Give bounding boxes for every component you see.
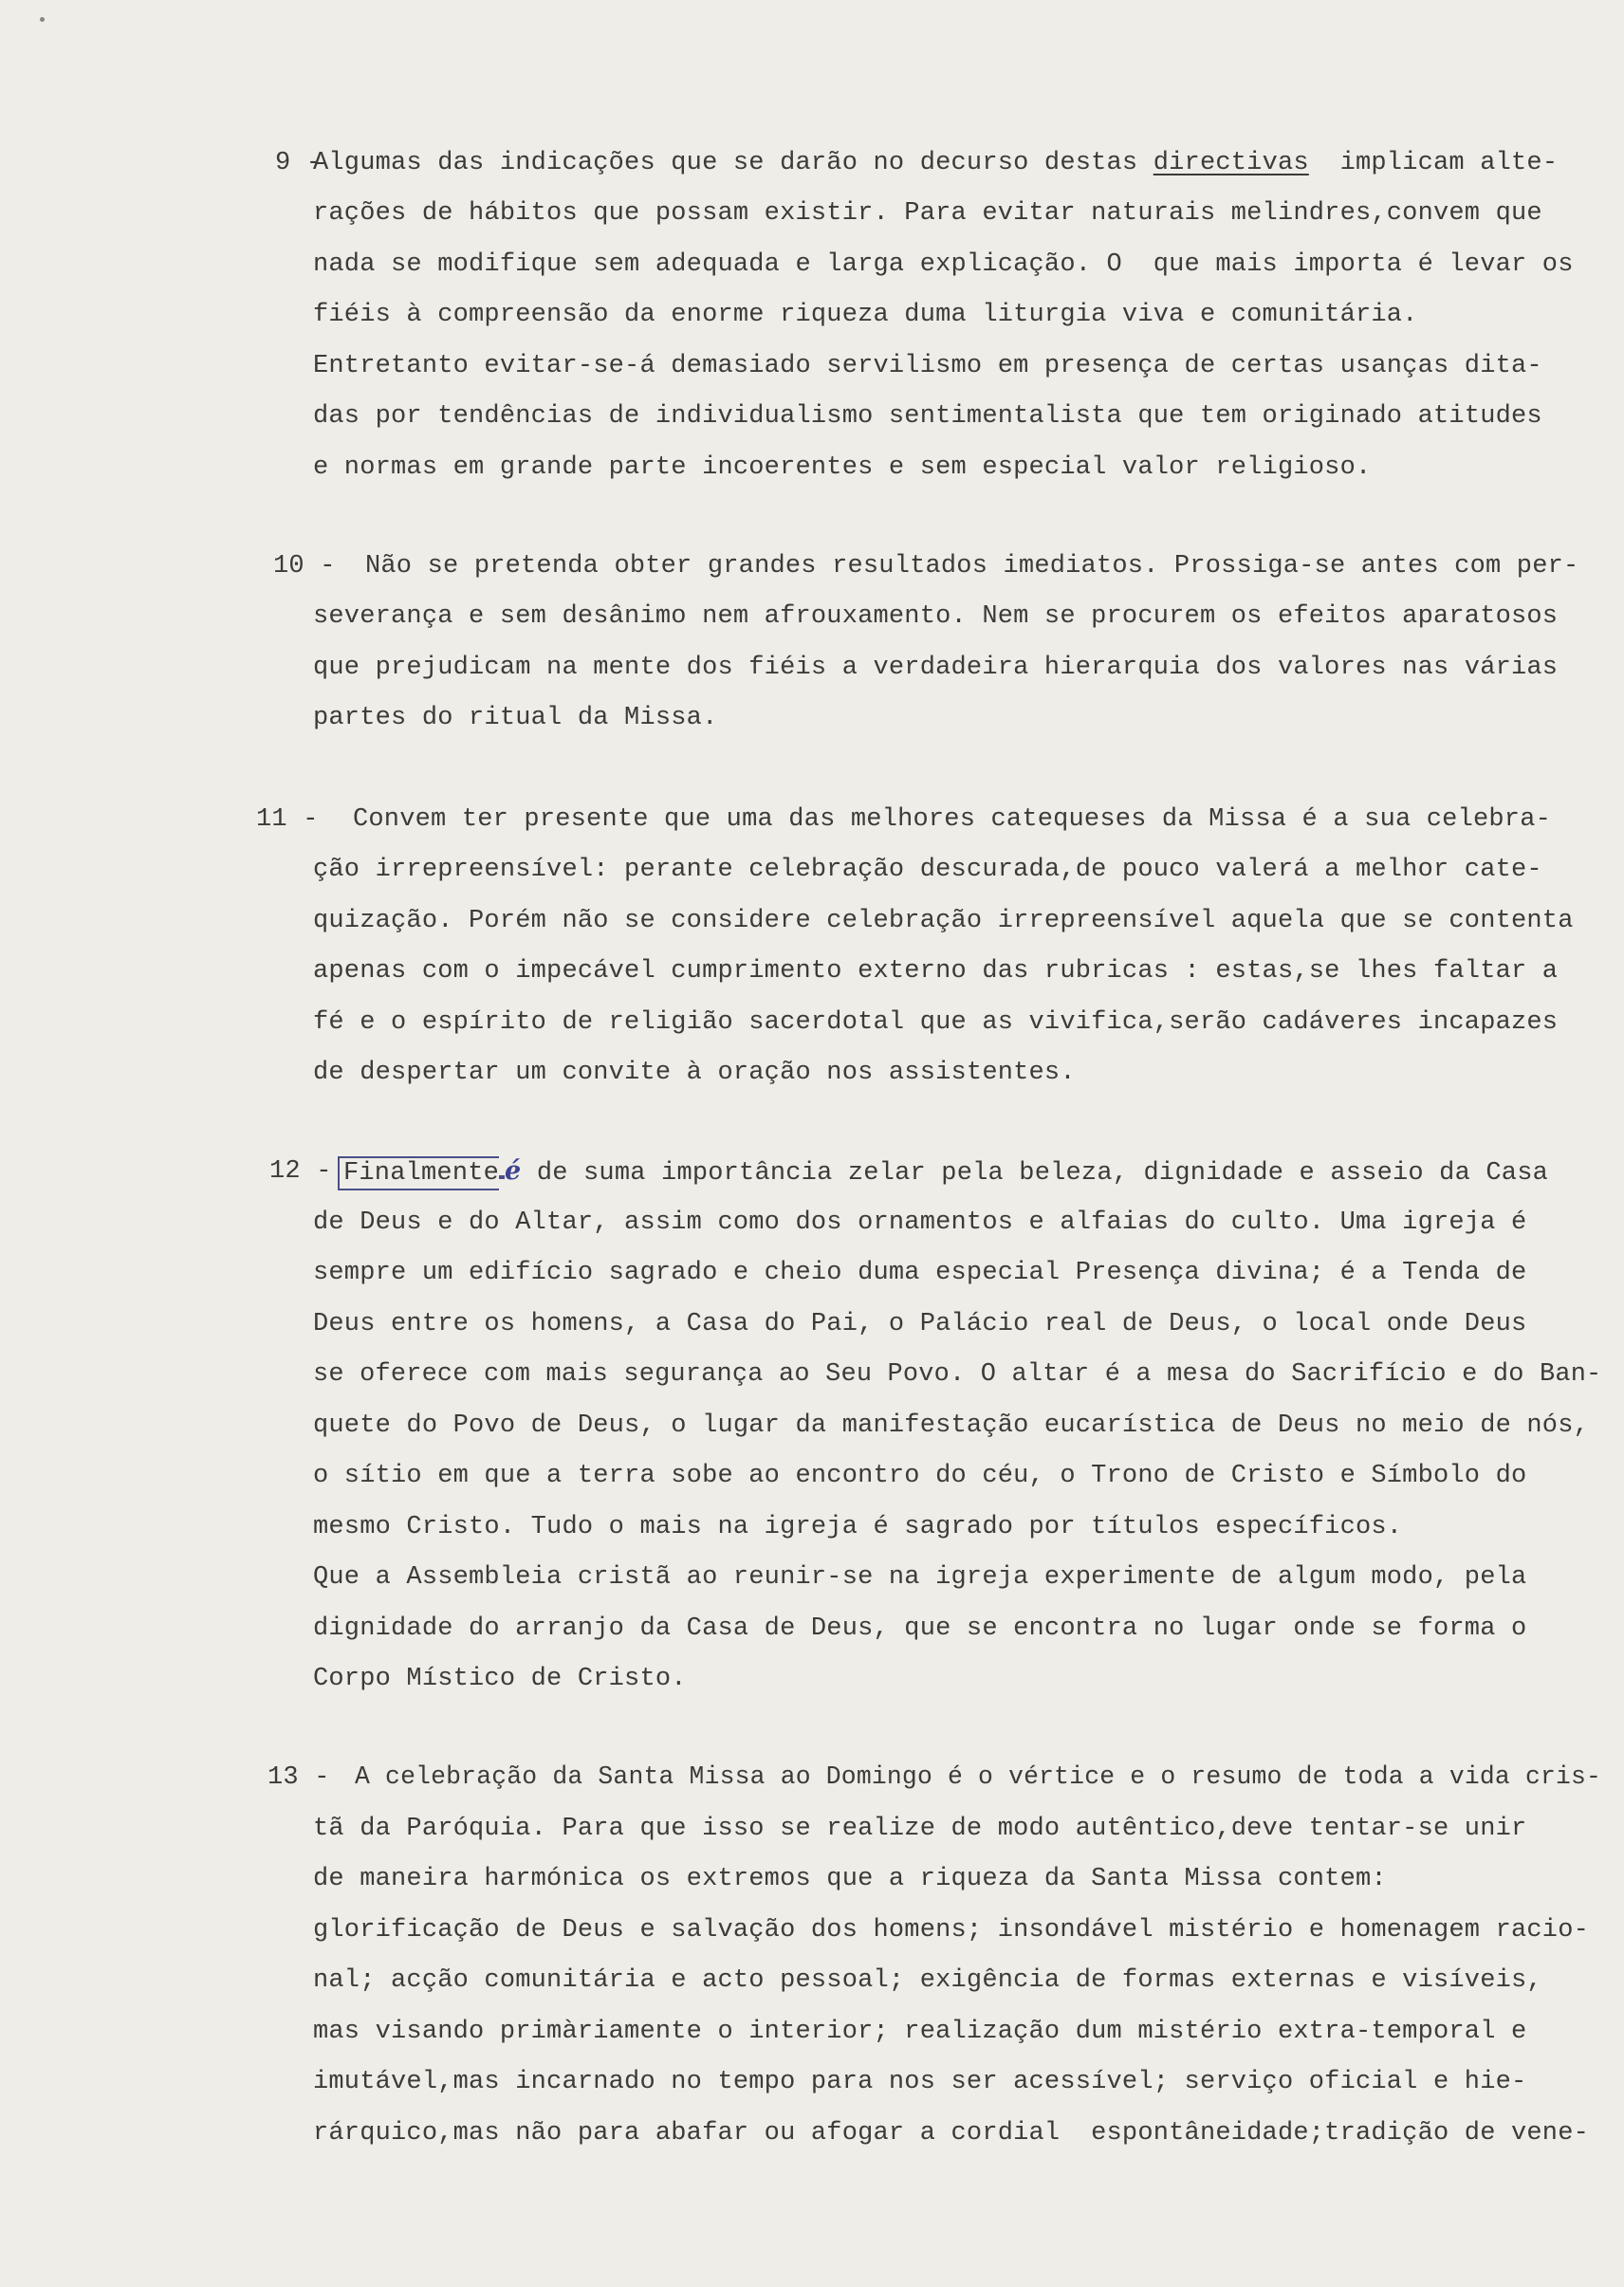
text-line: Corpo Místico de Cristo. (313, 1665, 687, 1693)
text-line: rações de hábitos que possam existir. Para evitar naturais melindres,convem que (313, 199, 1542, 228)
text-line: de despertar um convite à oração nos assistentes. (313, 1059, 1076, 1087)
paragraph-number: 9 - (275, 149, 323, 177)
text-line: apenas com o impecável cumprimento externo das rubricas : estas,se lhes faltar a (313, 957, 1559, 986)
text-line: ção irrepreensível: perante celebração descurada,de pouco valerá a melhor cate- (313, 856, 1542, 884)
text-line: Que a Assembleia cristã ao reunir-se na igreja experimente de algum modo, pela (313, 1563, 1527, 1592)
text-line: glorificação de Deus e salvação dos homens; insondável mistério e homenagem racio- (313, 1916, 1590, 1945)
text-line: de Deus e do Altar, assim como dos ornamentos e alfaias do culto. Uma igreja é (313, 1208, 1527, 1237)
text-line: imutável,mas incarnado no tempo para nos ser acessível; serviço oficial e hie- (313, 2068, 1527, 2096)
handwritten-insertion: é (505, 1156, 522, 1186)
text-line: A celebração da Santa Missa ao Domingo é o vértice e o resumo de toda a vida cris- (355, 1763, 1602, 1792)
text-line: de maneira harmónica os extremos que a riqueza da Santa Missa contem: (313, 1865, 1387, 1893)
text-line: das por tendências de individualismo sentimentalista que tem originado atitudes (313, 402, 1542, 431)
paper-speck (40, 17, 45, 22)
text-line: Deus entre os homens, a Casa do Pai, o Palácio real de Deus, o local onde Deus (313, 1310, 1527, 1338)
text-line: quete do Povo de Deus, o lugar da manifestação eucarística de Deus no meio de nós, (313, 1411, 1590, 1440)
paragraph-number: 11 - (256, 805, 319, 834)
text-line: severança e sem desânimo nem afrouxamento. Nem se procurem os efeitos aparatosos (313, 602, 1559, 631)
text-line: sempre um edifício sagrado e cheio duma especial Presença divina; é a Tenda de (313, 1259, 1527, 1287)
text-line: se oferece com mais segurança ao Seu Povo. O altar é a mesa do Sacrifício e do Ban- (313, 1360, 1602, 1389)
paragraph-number: 10 - (273, 552, 336, 581)
text-line: Convem ter presente que uma das melhores catequeses da Missa é a sua celebra- (353, 805, 1552, 834)
text-line: rárquico,mas não para abafar ou afogar a cordial espontâneidade;tradição de vene- (313, 2119, 1590, 2148)
bracket-annotation: Finalmente (338, 1156, 499, 1190)
text-line: Algumas das indicações que se darão no decurso destas directivas implicam alte- (313, 149, 1559, 177)
text-line: nada se modifique sem adequada e larga explicação. O que mais importa é levar os (313, 250, 1574, 279)
text-line: o sítio em que a terra sobe ao encontro do céu, o Trono de Cristo e Símbolo do (313, 1462, 1527, 1490)
text-line: tã da Paróquia. Para que isso se realize de modo autêntico,deve tentar-se unir (313, 1815, 1527, 1843)
text-line: Finalmente é de suma importância zelar pela beleza, dignidade e asseio da Casa (338, 1155, 1548, 1190)
paragraph-number: 13 - (268, 1763, 330, 1792)
text-line: fiéis à compreensão da enorme riqueza duma liturgia viva e comunitária. (313, 301, 1418, 329)
text-line: que prejudicam na mente dos fiéis a verdadeira hierarquia dos valores nas várias (313, 654, 1559, 682)
text-line: nal; acção comunitária e acto pessoal; exigência de formas externas e visíveis, (313, 1966, 1542, 1995)
text-line: Entretanto evitar-se-á demasiado servilismo em presença de certas usanças dita- (313, 352, 1542, 380)
text-line: dignidade do arranjo da Casa de Deus, que se encontra no lugar onde se forma o (313, 1614, 1527, 1643)
text-line: mesmo Cristo. Tudo o mais na igreja é sagrado por títulos específicos. (313, 1513, 1403, 1541)
text-line: Não se pretenda obter grandes resultados imediatos. Prossiga-se antes com per- (365, 552, 1579, 581)
paragraph-number: 12 - (269, 1157, 332, 1186)
underlined-word: directivas (1153, 149, 1309, 177)
text-line: mas visando primàriamente o interior; realização dum mistério extra-temporal e (313, 2018, 1527, 2046)
text-line: quização. Porém não se considere celebração irrepreensível aquela que se contenta (313, 907, 1574, 935)
text-line: partes do ritual da Missa. (313, 704, 718, 732)
text-line: e normas em grande parte incoerentes e sem especial valor religioso. (313, 453, 1372, 482)
text-line: fé e o espírito de religião sacerdotal que as vivifica,serão cadáveres incapazes (313, 1008, 1559, 1037)
